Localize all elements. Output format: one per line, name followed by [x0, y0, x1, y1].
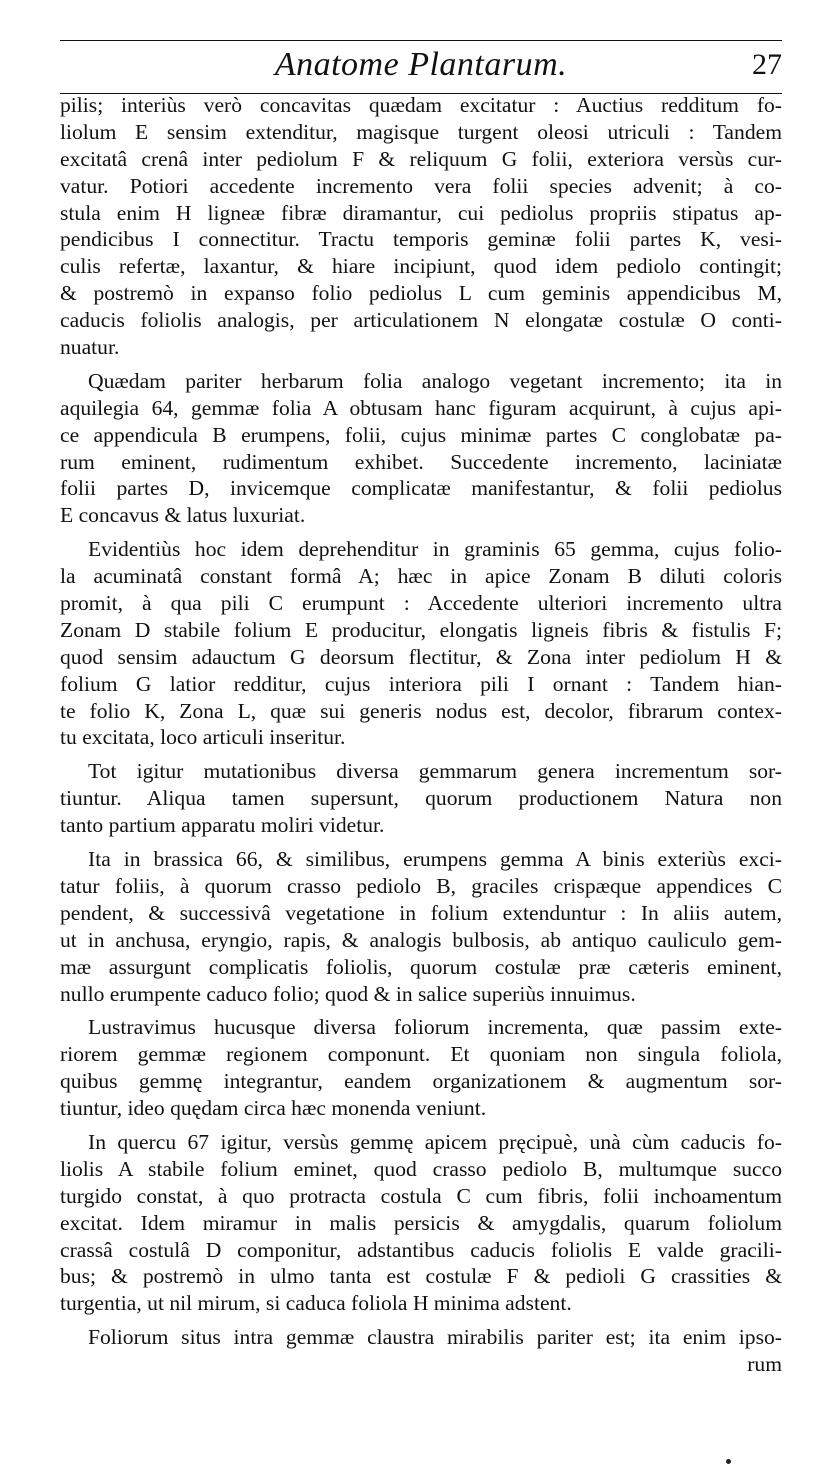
paragraph-gap — [60, 1122, 782, 1129]
text-line: pendicibus I connectitur. Tractu temporis geminæ folii partes K, vesi- — [60, 227, 782, 252]
text-line: pendent, & successivâ vegetatione in folium extenduntur : In aliis autem, — [60, 900, 782, 925]
text-line: tiuntur, ideo quędam circa hæc monenda veniunt. — [60, 1096, 487, 1121]
paragraph-gap — [60, 1007, 782, 1014]
text-line: bus; & postremò in ulmo tanta est costulæ F & pedioli G crassities & — [60, 1264, 782, 1289]
text-line: la acuminatâ constant formâ A; hæc in apice Zonam B diluti coloris — [60, 564, 782, 589]
text-line: In quercu 67 igitur, versùs gemmę apicem pręcipuè, unà cùm caducis fo- — [88, 1129, 782, 1154]
text-line: folii partes D, invicemque complicatæ manifestantur, & folii pediolus — [60, 476, 782, 501]
text-line: tiuntur. Aliqua tamen supersunt, quorum productionem Natura non — [60, 786, 782, 811]
text-line: Evidentiùs hoc idem deprehenditur in graminis 65 gemma, cujus folio- — [88, 537, 782, 562]
text-line: promit, à qua pili C erumpunt : Accedente ulteriori incremento ultra — [60, 591, 782, 616]
text-line: ut in anchusa, eryngio, rapis, & analogis bulbosis, ab antiquo cauliculo gem- — [60, 927, 782, 952]
text-line: Quædam pariter herbarum folia analogo vegetant incremento; ita in — [88, 368, 782, 393]
text-line: nullo erumpente caduco folio; quod & in salice superiùs innuimus. — [60, 981, 636, 1006]
text-line: turgentia, ut nil mirum, si caduca foliola H minima adstent. — [60, 1291, 572, 1316]
paragraph-gap — [60, 839, 782, 846]
page-header — [60, 44, 782, 90]
text-line: turgido constat, à quo protracta costula C cum fibris, folii inchoamentum — [60, 1183, 782, 1208]
header-rule-top — [60, 40, 782, 41]
text-line: liolis A stabile folium eminet, quod crasso pediolo B, multumque succo — [60, 1156, 782, 1181]
running-title: Anatome Plantarum. — [274, 46, 568, 83]
text-line: riorem gemmæ regionem componunt. Et quoniam non singula foliola, — [60, 1042, 782, 1067]
paragraph — [60, 536, 782, 751]
text-line: Foliorum situs intra gemmæ claustra mirabilis pariter est; ita enim ipso- — [88, 1325, 782, 1350]
text-line: caducis foliolis analogis, per articulationem N elongatæ costulæ O conti- — [60, 308, 782, 333]
text-line: rum eminent, rudimentum exhibet. Succedente incremento, laciniatæ — [60, 449, 782, 474]
text-line: & postremò in expanso folio pediolus L cum geminis appendicibus M, — [60, 281, 782, 306]
text-line: E concavus & latus luxuriat. — [60, 503, 306, 528]
paragraph — [60, 846, 782, 1007]
paragraph-gap — [60, 361, 782, 368]
text-line: Zonam D stabile folium E producitur, elongatis ligneis fibris & fistulis F; — [60, 617, 782, 642]
text-line: Lustravimus hucusque diversa foliorum incrementa, quæ passim exte- — [88, 1015, 782, 1040]
text-line: tatur foliis, à quorum crasso pediolo B, graciles crispæque appendices C — [60, 873, 782, 898]
text-line: crassâ costulâ D componitur, adstantibus caducis foliolis E valde gracili- — [60, 1237, 782, 1262]
text-line: te folio K, Zona L, quæ sui generis nodus est, decolor, fibrarum contex- — [60, 698, 782, 723]
ink-dot — [726, 1459, 731, 1464]
text-line: liolum E sensim extenditur, magisque turgent oleosi utriculi : Tandem — [60, 119, 782, 144]
text-line: tu excitata, loco articuli inseritur. — [60, 725, 346, 750]
text-line: nuatur. — [60, 335, 120, 360]
text-line: stula enim H ligneæ fibræ diramantur, cui pediolus propriis stipatus ap- — [60, 200, 782, 225]
text-line: quod sensim adauctum G deorsum flectitur, & Zona inter pediolum H & — [60, 644, 782, 669]
paragraph — [60, 92, 782, 361]
catchword: rum — [747, 1352, 782, 1377]
text-line: pilis; interiùs verò concavitas quædam excitatur : Auctius redditum fo- — [60, 93, 782, 117]
text-line: culis refertæ, laxantur, & hiare incipiunt, quod idem pediolo contingit; — [60, 254, 782, 279]
page-number: 27 — [752, 48, 782, 81]
text-line: quibus gemmę integrantur, eandem organizationem & augmentum sor- — [60, 1069, 782, 1094]
text-line: mæ assurgunt complicatis foliolis, quorum costulæ præ cæteris eminent, — [60, 954, 782, 979]
body-text — [60, 92, 782, 1378]
text-line: folium G latior redditur, cujus interiora pili I ornant : Tandem hian- — [60, 671, 782, 696]
text-line: tanto partium apparatu moliri videtur. — [60, 813, 385, 838]
paragraph — [60, 368, 782, 529]
paragraph-gap — [60, 529, 782, 536]
text-line: Ita in brassica 66, & similibus, erumpens gemma A binis exteriùs exci- — [88, 847, 782, 872]
paragraph — [60, 1014, 782, 1122]
paragraph — [60, 758, 782, 839]
paragraph — [60, 1324, 782, 1351]
text-line: ce appendicula B erumpens, folii, cujus minimæ partes C conglobatæ pa- — [60, 422, 782, 447]
paragraph-gap — [60, 1317, 782, 1324]
paragraph — [60, 1129, 782, 1317]
text-line: excitatâ crenâ inter pediolum F & reliquum G folii, exteriora versùs cur- — [60, 146, 782, 171]
text-line: Tot igitur mutationibus diversa gemmarum genera incrementum sor- — [88, 759, 782, 784]
text-line: aquilegia 64, gemmæ folia A obtusam hanc figuram acquirunt, à cujus api- — [60, 395, 782, 420]
text-line: excitat. Idem miramur in malis persicis & amygdalis, quarum foliolum — [60, 1210, 782, 1235]
text-line: vatur. Potiori accedente incremento vera folii species advenit; à co- — [60, 173, 782, 198]
paragraph-gap — [60, 751, 782, 758]
